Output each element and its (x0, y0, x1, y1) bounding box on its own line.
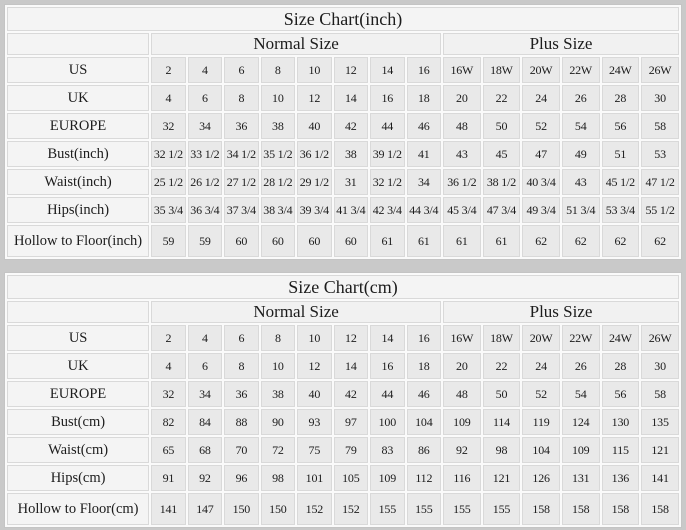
row-label: US (7, 325, 149, 351)
size-value-cell: 20 (443, 85, 481, 111)
size-value-cell: 22 (483, 353, 521, 379)
size-value-cell: 32 (151, 381, 185, 407)
size-value-cell: 30 (641, 85, 679, 111)
size-chart-cm-table (4, 272, 682, 528)
size-value-cell: 135 (641, 409, 679, 435)
size-value-cell: 8 (224, 85, 258, 111)
size-value-cell: 112 (407, 465, 441, 491)
size-value-cell: 16 (370, 85, 404, 111)
size-value-cell: 24 (522, 353, 560, 379)
size-value-cell: 41 3/4 (334, 197, 368, 223)
size-value-cell: 49 (562, 141, 600, 167)
size-value-cell: 28 (602, 85, 640, 111)
row-label: EUROPE (7, 113, 149, 139)
size-value-cell: 60 (261, 225, 295, 257)
row-label: Bust(inch) (7, 141, 149, 167)
size-value-cell: 26W (641, 325, 679, 351)
size-value-cell: 6 (188, 353, 222, 379)
size-value-cell: 158 (602, 493, 640, 525)
size-value-cell: 44 (370, 113, 404, 139)
table-row (7, 409, 679, 435)
size-value-cell: 126 (522, 465, 560, 491)
size-value-cell: 48 (443, 381, 481, 407)
size-value-cell: 88 (224, 409, 258, 435)
size-value-cell: 47 (522, 141, 560, 167)
size-value-cell: 4 (151, 353, 185, 379)
size-value-cell: 38 (334, 141, 368, 167)
size-value-cell: 51 (602, 141, 640, 167)
size-value-cell: 10 (297, 325, 331, 351)
size-value-cell: 10 (261, 353, 295, 379)
size-value-cell: 53 3/4 (602, 197, 640, 223)
table-row (7, 141, 679, 167)
size-value-cell: 56 (602, 381, 640, 407)
size-value-cell: 60 (224, 225, 258, 257)
size-value-cell: 93 (297, 409, 331, 435)
row-label: US (7, 57, 149, 83)
row-label: Hollow to Floor(cm) (7, 493, 149, 525)
size-value-cell: 32 1/2 (370, 169, 404, 195)
size-value-cell: 119 (522, 409, 560, 435)
size-value-cell: 24 (522, 85, 560, 111)
size-value-cell: 36 (224, 113, 258, 139)
size-value-cell: 86 (407, 437, 441, 463)
size-value-cell: 47 1/2 (641, 169, 679, 195)
table-row (7, 353, 679, 379)
table-row (7, 325, 679, 351)
size-value-cell: 62 (602, 225, 640, 257)
size-value-cell: 42 (334, 113, 368, 139)
size-value-cell: 12 (297, 353, 331, 379)
size-value-cell: 38 (261, 381, 295, 407)
size-value-cell: 92 (443, 437, 481, 463)
size-value-cell: 152 (334, 493, 368, 525)
size-value-cell: 55 1/2 (641, 197, 679, 223)
size-value-cell: 41 (407, 141, 441, 167)
size-value-cell: 4 (188, 57, 222, 83)
size-value-cell: 34 1/2 (224, 141, 258, 167)
size-value-cell: 44 3/4 (407, 197, 441, 223)
corner-cell (7, 301, 149, 323)
size-value-cell: 35 3/4 (151, 197, 185, 223)
size-value-cell: 47 3/4 (483, 197, 521, 223)
size-value-cell: 150 (224, 493, 258, 525)
table-row (7, 381, 679, 407)
size-value-cell: 42 (334, 381, 368, 407)
size-value-cell: 12 (334, 325, 368, 351)
size-value-cell: 40 3/4 (522, 169, 560, 195)
size-value-cell: 35 1/2 (261, 141, 295, 167)
size-value-cell: 16W (443, 57, 481, 83)
size-value-cell: 65 (151, 437, 185, 463)
size-value-cell: 152 (297, 493, 331, 525)
size-value-cell: 83 (370, 437, 404, 463)
size-value-cell: 38 3/4 (261, 197, 295, 223)
size-value-cell: 56 (602, 113, 640, 139)
size-value-cell: 61 (407, 225, 441, 257)
size-value-cell: 16 (370, 353, 404, 379)
size-value-cell: 48 (443, 113, 481, 139)
chart-title: Size Chart(cm) (7, 275, 679, 299)
size-value-cell: 38 1/2 (483, 169, 521, 195)
size-value-cell: 158 (641, 493, 679, 525)
size-value-cell: 2 (151, 325, 185, 351)
size-value-cell: 38 (261, 113, 295, 139)
size-value-cell: 26W (641, 57, 679, 83)
size-value-cell: 52 (522, 113, 560, 139)
row-label: Waist(cm) (7, 437, 149, 463)
size-value-cell: 70 (224, 437, 258, 463)
size-value-cell: 16W (443, 325, 481, 351)
group-header-plus-size: Plus Size (443, 33, 679, 55)
size-value-cell: 14 (370, 57, 404, 83)
size-value-cell: 14 (370, 325, 404, 351)
size-value-cell: 115 (602, 437, 640, 463)
size-value-cell: 27 1/2 (224, 169, 258, 195)
size-value-cell: 18W (483, 325, 521, 351)
group-header-normal-size: Normal Size (151, 33, 441, 55)
row-label: Hollow to Floor(inch) (7, 225, 149, 257)
table-row (7, 437, 679, 463)
size-value-cell: 90 (261, 409, 295, 435)
size-value-cell: 104 (407, 409, 441, 435)
size-value-cell: 54 (562, 381, 600, 407)
size-value-cell: 121 (641, 437, 679, 463)
size-value-cell: 114 (483, 409, 521, 435)
size-value-cell: 24W (602, 57, 640, 83)
size-value-cell: 22W (562, 57, 600, 83)
size-value-cell: 101 (297, 465, 331, 491)
size-value-cell: 18 (407, 353, 441, 379)
size-value-cell: 36 (224, 381, 258, 407)
size-value-cell: 136 (602, 465, 640, 491)
size-value-cell: 6 (188, 85, 222, 111)
size-value-cell: 44 (370, 381, 404, 407)
table-row (7, 169, 679, 195)
size-value-cell: 31 (334, 169, 368, 195)
size-value-cell: 116 (443, 465, 481, 491)
size-value-cell: 16 (407, 57, 441, 83)
size-value-cell: 10 (297, 57, 331, 83)
size-value-cell: 36 1/2 (443, 169, 481, 195)
size-value-cell: 8 (261, 325, 295, 351)
size-value-cell: 72 (261, 437, 295, 463)
size-value-cell: 8 (261, 57, 295, 83)
size-value-cell: 62 (562, 225, 600, 257)
size-value-cell: 14 (334, 85, 368, 111)
size-value-cell: 6 (224, 325, 258, 351)
row-label: UK (7, 85, 149, 111)
size-value-cell: 4 (188, 325, 222, 351)
size-value-cell: 36 1/2 (297, 141, 331, 167)
group-header-normal-size: Normal Size (151, 301, 441, 323)
size-value-cell: 12 (297, 85, 331, 111)
size-value-cell: 42 3/4 (370, 197, 404, 223)
row-label: Hips(cm) (7, 465, 149, 491)
size-value-cell: 98 (261, 465, 295, 491)
size-value-cell: 155 (443, 493, 481, 525)
size-value-cell: 50 (483, 381, 521, 407)
size-value-cell: 6 (224, 57, 258, 83)
size-value-cell: 43 (562, 169, 600, 195)
size-value-cell: 100 (370, 409, 404, 435)
size-value-cell: 43 (443, 141, 481, 167)
size-value-cell: 61 (443, 225, 481, 257)
size-value-cell: 28 1/2 (261, 169, 295, 195)
size-value-cell: 29 1/2 (297, 169, 331, 195)
size-value-cell: 18W (483, 57, 521, 83)
size-value-cell: 30 (641, 353, 679, 379)
size-value-cell: 37 3/4 (224, 197, 258, 223)
size-value-cell: 131 (562, 465, 600, 491)
size-value-cell: 20W (522, 325, 560, 351)
size-value-cell: 92 (188, 465, 222, 491)
size-value-cell: 109 (370, 465, 404, 491)
size-value-cell: 25 1/2 (151, 169, 185, 195)
size-value-cell: 141 (151, 493, 185, 525)
size-value-cell: 16 (407, 325, 441, 351)
size-value-cell: 45 1/2 (602, 169, 640, 195)
row-label: Hips(inch) (7, 197, 149, 223)
size-value-cell: 58 (641, 113, 679, 139)
size-value-cell: 54 (562, 113, 600, 139)
size-value-cell: 32 (151, 113, 185, 139)
size-value-cell: 97 (334, 409, 368, 435)
size-value-cell: 24W (602, 325, 640, 351)
size-value-cell: 79 (334, 437, 368, 463)
size-value-cell: 49 3/4 (522, 197, 560, 223)
size-value-cell: 20W (522, 57, 560, 83)
size-value-cell: 26 (562, 353, 600, 379)
size-value-cell: 40 (297, 113, 331, 139)
size-value-cell: 82 (151, 409, 185, 435)
size-value-cell: 91 (151, 465, 185, 491)
corner-cell (7, 33, 149, 55)
table-row (7, 493, 679, 525)
size-value-cell: 60 (334, 225, 368, 257)
size-value-cell: 20 (443, 353, 481, 379)
size-value-cell: 28 (602, 353, 640, 379)
size-value-cell: 141 (641, 465, 679, 491)
size-value-cell: 2 (151, 57, 185, 83)
table-row (7, 113, 679, 139)
size-value-cell: 32 1/2 (151, 141, 185, 167)
size-value-cell: 39 3/4 (297, 197, 331, 223)
size-value-cell: 52 (522, 381, 560, 407)
size-value-cell: 62 (641, 225, 679, 257)
table-row (7, 57, 679, 83)
size-value-cell: 34 (188, 381, 222, 407)
size-value-cell: 158 (522, 493, 560, 525)
size-value-cell: 58 (641, 381, 679, 407)
size-value-cell: 60 (297, 225, 331, 257)
size-value-cell: 84 (188, 409, 222, 435)
size-value-cell: 104 (522, 437, 560, 463)
size-value-cell: 96 (224, 465, 258, 491)
size-value-cell: 26 (562, 85, 600, 111)
size-value-cell: 155 (370, 493, 404, 525)
size-value-cell: 155 (407, 493, 441, 525)
size-value-cell: 155 (483, 493, 521, 525)
size-value-cell: 39 1/2 (370, 141, 404, 167)
size-value-cell: 62 (522, 225, 560, 257)
size-value-cell: 45 3/4 (443, 197, 481, 223)
size-value-cell: 109 (443, 409, 481, 435)
size-value-cell: 33 1/2 (188, 141, 222, 167)
size-value-cell: 130 (602, 409, 640, 435)
table-row (7, 197, 679, 223)
size-value-cell: 22W (562, 325, 600, 351)
size-value-cell: 53 (641, 141, 679, 167)
row-label: Waist(inch) (7, 169, 149, 195)
size-value-cell: 98 (483, 437, 521, 463)
size-value-cell: 46 (407, 113, 441, 139)
size-value-cell: 12 (334, 57, 368, 83)
row-label: Bust(cm) (7, 409, 149, 435)
size-value-cell: 147 (188, 493, 222, 525)
size-value-cell: 158 (562, 493, 600, 525)
chart-title: Size Chart(inch) (7, 7, 679, 31)
size-value-cell: 150 (261, 493, 295, 525)
size-value-cell: 40 (297, 381, 331, 407)
size-value-cell: 59 (151, 225, 185, 257)
size-value-cell: 10 (261, 85, 295, 111)
table-row (7, 225, 679, 257)
size-value-cell: 22 (483, 85, 521, 111)
size-value-cell: 34 (407, 169, 441, 195)
size-value-cell: 50 (483, 113, 521, 139)
row-label: UK (7, 353, 149, 379)
size-value-cell: 46 (407, 381, 441, 407)
size-value-cell: 109 (562, 437, 600, 463)
size-value-cell: 34 (188, 113, 222, 139)
table-row (7, 85, 679, 111)
group-header-plus-size: Plus Size (443, 301, 679, 323)
row-label: EUROPE (7, 381, 149, 407)
size-value-cell: 8 (224, 353, 258, 379)
size-chart-inch-table (4, 4, 682, 260)
size-value-cell: 124 (562, 409, 600, 435)
size-value-cell: 36 3/4 (188, 197, 222, 223)
size-value-cell: 75 (297, 437, 331, 463)
size-value-cell: 18 (407, 85, 441, 111)
table-row (7, 465, 679, 491)
size-value-cell: 61 (370, 225, 404, 257)
size-value-cell: 45 (483, 141, 521, 167)
size-value-cell: 59 (188, 225, 222, 257)
size-value-cell: 121 (483, 465, 521, 491)
size-value-cell: 105 (334, 465, 368, 491)
size-value-cell: 14 (334, 353, 368, 379)
size-value-cell: 61 (483, 225, 521, 257)
size-value-cell: 68 (188, 437, 222, 463)
size-value-cell: 26 1/2 (188, 169, 222, 195)
size-value-cell: 4 (151, 85, 185, 111)
size-value-cell: 51 3/4 (562, 197, 600, 223)
